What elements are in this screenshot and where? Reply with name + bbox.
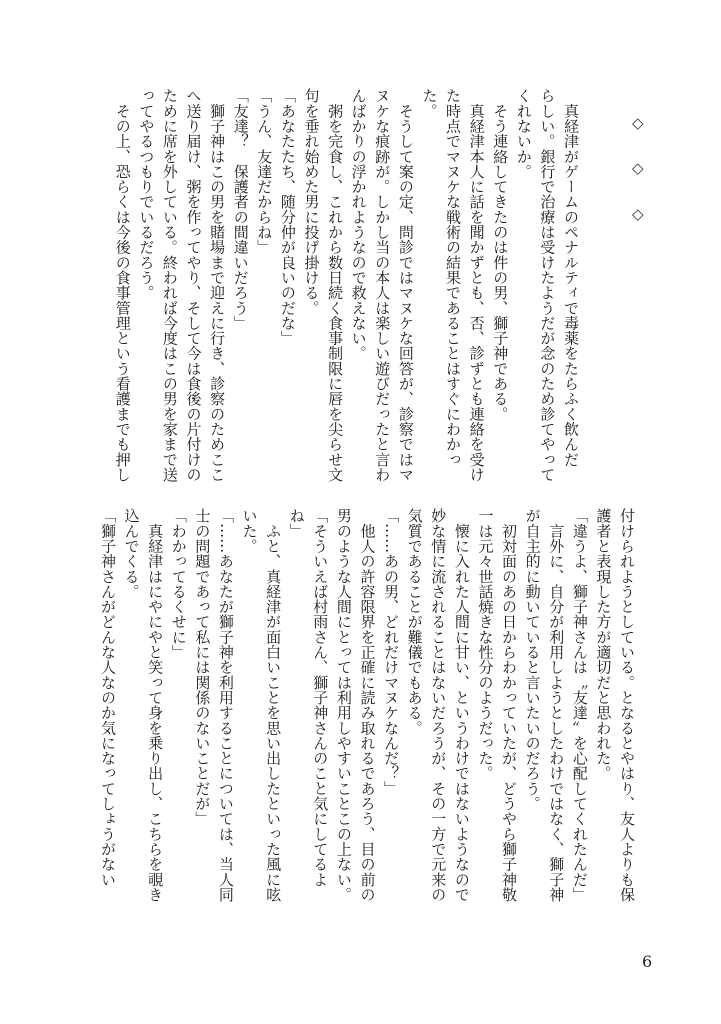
text-line: 「友達？ 保護者の間違いだろう」 xyxy=(231,88,250,331)
text-line: 込んでくる。 xyxy=(122,508,141,599)
text-line: 気質であることが難儀でもある。 xyxy=(405,508,424,736)
text-line: 妙な情に流されることはないだろうが、その一方で元来の xyxy=(429,508,448,902)
text-line: 「うん、友達だからね」 xyxy=(255,88,274,255)
text-line: ふと、真経津が面白いことを思い出したといった風に呟 xyxy=(264,508,283,902)
text-line: 獅子神はこの男を賭場まで迎えに行き、診察のためここ xyxy=(208,88,227,482)
text-line: 粥を完食し、これから数日続く食事制限に唇を尖らせ文 xyxy=(326,88,345,482)
text-line: 「あなたたち、随分仲が良いのだな」 xyxy=(278,88,297,346)
text-line: ヌケな痕跡が。しかし当の本人は楽しい遊びだったと言わ xyxy=(373,88,392,482)
text-line: 他人の許容限界を正確に読み取れるであろう、目の前の xyxy=(358,508,377,902)
section-break-diamond: ◇ xyxy=(632,114,644,132)
text-line: ために席を外している。終われば今度はこの男を家まで送 xyxy=(160,88,179,482)
text-line: 「そういえば村雨さん、獅子神さんのこと気にしてるよ xyxy=(311,508,330,887)
page-number: 6 xyxy=(642,952,653,971)
text-line: いた。 xyxy=(240,508,259,554)
text-line: 士の問題であって私には関係のないことだが」 xyxy=(193,508,212,827)
text-line: 真経津がゲームのペナルティで毒薬をたらふく飲んだ xyxy=(562,88,580,467)
text-line: が自主的に動いていると言いたいのだろう。 xyxy=(523,508,542,811)
text-line: 「わかってるくせに」 xyxy=(169,508,188,660)
text-line: 一は元々世話焼きな性分のようだった。 xyxy=(476,508,495,781)
text-line: んばかりの浮かれようなので救えない。 xyxy=(349,88,368,361)
text-line: 護者と表現した方が適切だと思われた。 xyxy=(594,508,613,781)
text-line: た時点でマヌケな戦術の結果であることはすぐにわかっ xyxy=(444,88,463,467)
text-line: 初対面のあの日からわかっていたが、どうやら獅子神敬 xyxy=(500,508,519,902)
text-line: 真経津本人に話を聞かずとも、否、診ずとも連絡を受け xyxy=(467,88,486,482)
text-line: そうして案の定、問診ではマヌケな回答が、診察ではマ xyxy=(396,88,415,482)
section-break-diamond: ◇ xyxy=(632,159,644,177)
text-line: らしい。銀行で治療は受けたようだが念のため診てやって xyxy=(538,88,557,482)
text-line: くれないか。 xyxy=(514,88,533,179)
text-line: 「……あの男、どれだけマヌケなんだ？」 xyxy=(382,508,401,796)
text-line: 真経津はにやにやと笑って身を乗り出し、こちらを覗き xyxy=(146,508,165,902)
text-line: 句を垂れ始めた男に投げ掛ける。 xyxy=(302,88,321,316)
text-line: 「違うよ、獅子神さんは〝友達〟を心配してくれたんだ」 xyxy=(570,508,589,902)
text-line: た。 xyxy=(420,88,439,119)
text-line: そう連絡してきたのは件の男、獅子神である。 xyxy=(491,88,510,422)
text-line: 「……あなたが獅子神を利用することについては、当人同 xyxy=(216,508,235,902)
text-line: 男のような人間にとっては利用しやすいことこの上ない。 xyxy=(334,508,353,902)
text-line: 「獅子神さんがどんな人なのか気になってしょうがない xyxy=(98,508,117,887)
text-line: 付けられようとしている。となるとやはり、友人よりも保 xyxy=(618,508,636,902)
bottom-text-tier xyxy=(95,508,638,933)
text-line: 懐に入れた人間に甘い、というわけではないようなので xyxy=(452,508,471,902)
text-line: へ送り届け、粥を作ってやり、そして今は食後の片付けの xyxy=(184,88,203,482)
text-line: ってやるつもりでいるだろう。 xyxy=(137,88,156,301)
section-break-diamond: ◇ xyxy=(632,205,644,223)
text-line: その上、恐らくは今後の食事管理という看護までも押し xyxy=(113,88,132,482)
text-line: 言外に、自分が利用しようとしたわけではなく、獅子神 xyxy=(547,508,566,902)
top-text-tier xyxy=(110,88,582,488)
text-line: ね」 xyxy=(287,508,306,539)
